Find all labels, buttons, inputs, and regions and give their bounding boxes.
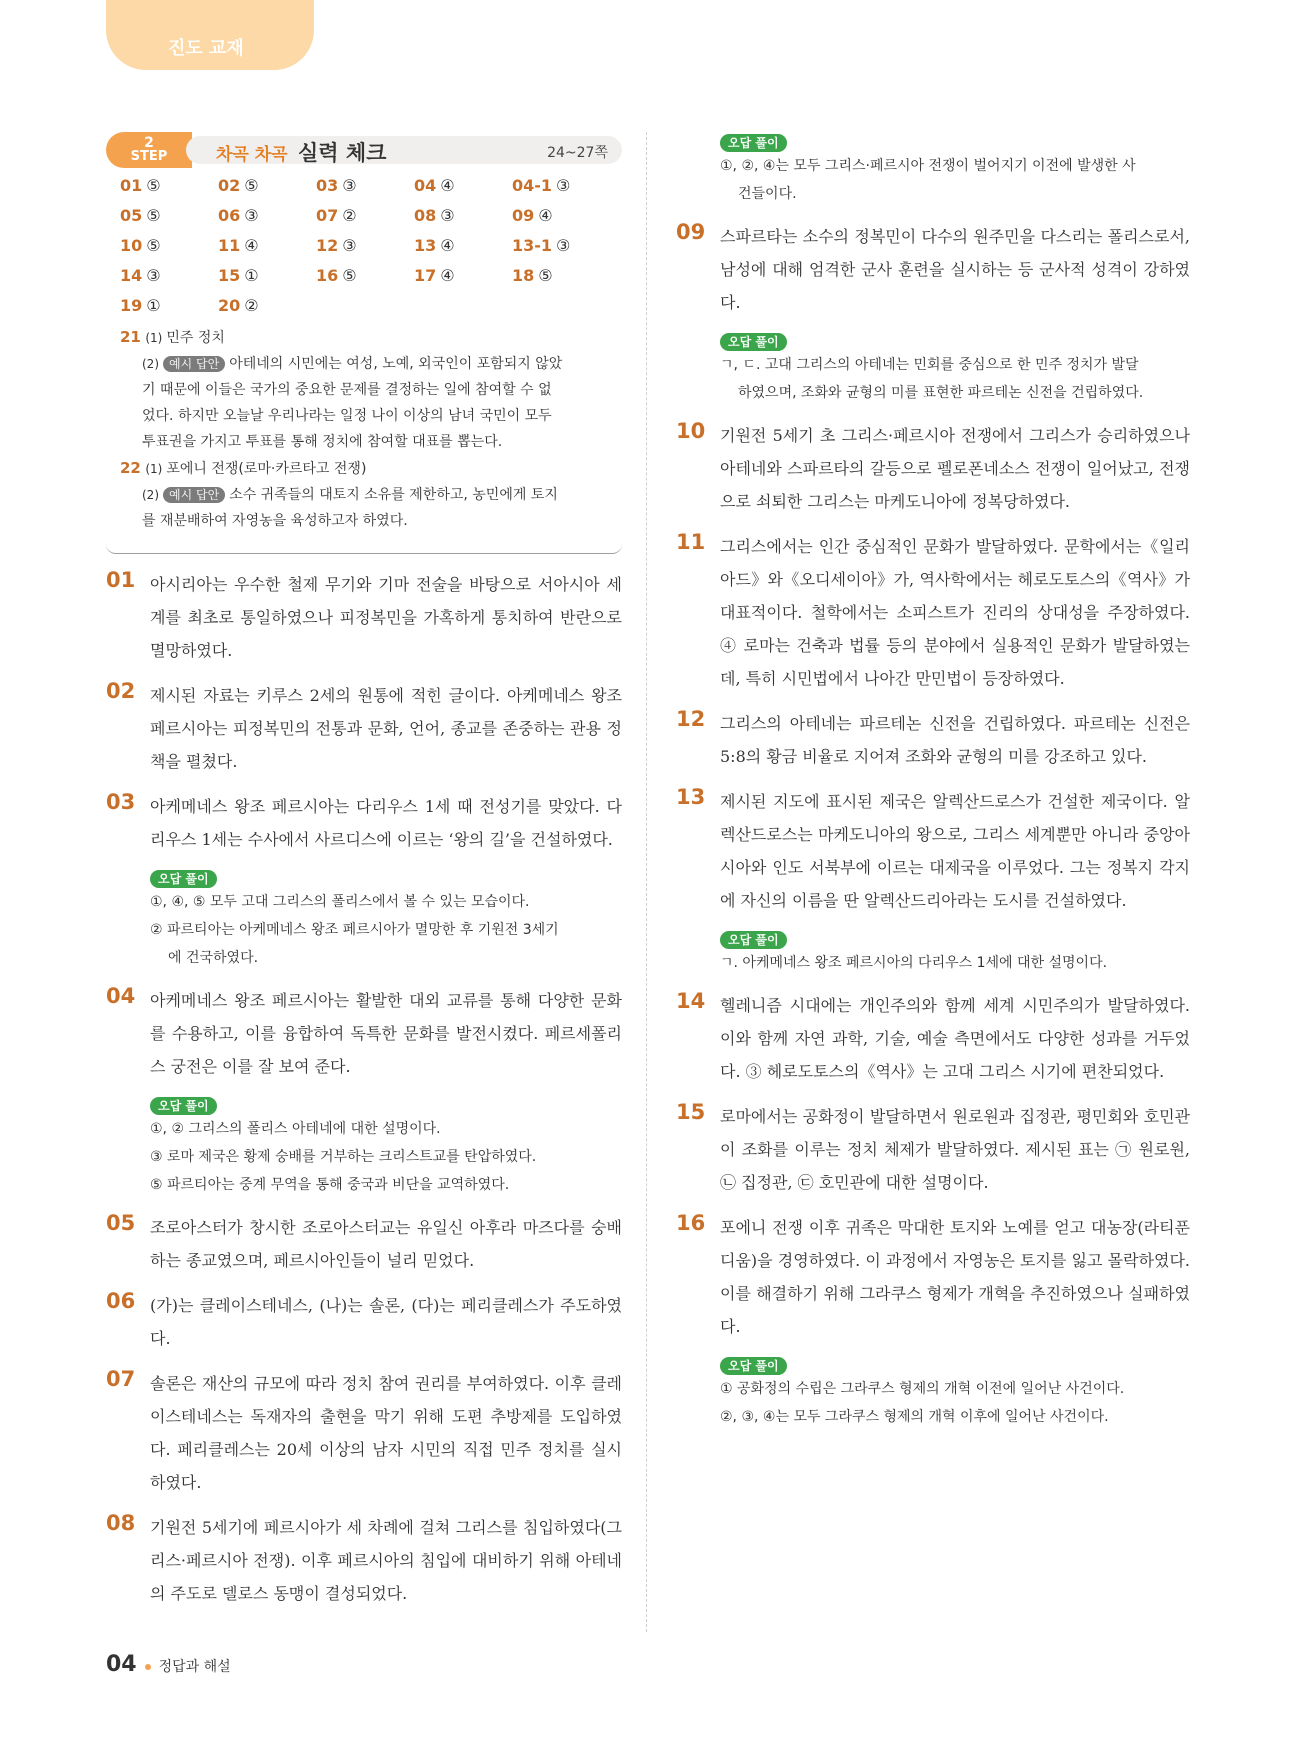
- step-title-bar: [186, 136, 622, 164]
- page-footer: [106, 1652, 231, 1677]
- answer-value: ④: [440, 236, 455, 255]
- question-number: 13: [676, 785, 706, 809]
- wrong-answer-line: ①, ④, ⑤ 모두 고대 그리스의 폴리스에서 볼 수 있는 모습이다.: [150, 894, 530, 910]
- footer-label: 정답과 해설: [158, 1659, 231, 1675]
- wrong-answer-tag: 오답 풀이: [150, 870, 217, 888]
- answer-value: ④: [538, 206, 553, 225]
- answer-number: 04-1: [512, 176, 553, 195]
- explanation-text: 아시리아는 우수한 철제 무기와 기마 전술을 바탕으로 서아시아 세계를 최초로 통일하였으나 피정복민을 가혹하게 통치하여 반란으로 멸망하였다.: [150, 575, 622, 660]
- right-column: [676, 132, 1190, 1443]
- question-number: 04: [106, 984, 136, 1008]
- answer-item: [218, 206, 316, 230]
- answer-value: ⑤: [538, 266, 553, 285]
- essay-q21-number: 21: [120, 328, 141, 346]
- essay-q21-p2-num: (2): [142, 357, 159, 371]
- explanation-14: [676, 989, 1190, 1088]
- essay-q21-p1-num: (1): [145, 331, 163, 345]
- explanation-07: [106, 1367, 622, 1499]
- explanation-11: [676, 530, 1190, 695]
- question-number: 01: [106, 568, 136, 592]
- wrong-answer-line: ①, ② 그리스의 폴리스 아테네에 대한 설명이다.: [150, 1121, 441, 1137]
- answer-value: ③: [342, 176, 357, 195]
- answer-number: 18: [512, 266, 535, 285]
- answer-value: ①: [146, 296, 161, 315]
- wrong-answer-tag: 오답 풀이: [720, 134, 787, 152]
- wrong-answer-line: ①, ②, ④는 모두 그리스·페르시아 전쟁이 벌어지기 이전에 발생한 사: [720, 158, 1136, 174]
- essay-q21-p1: 민주 정치: [166, 330, 225, 346]
- answer-number: 11: [218, 236, 241, 255]
- essay-q22: [120, 455, 622, 482]
- essay-answers: [106, 324, 622, 534]
- essay-q21-line: 투표권을 가지고 투표를 통해 정치에 참여할 대표를 뽑는다.: [142, 434, 503, 450]
- answer-value: ④: [440, 176, 455, 195]
- answer-item: [414, 266, 512, 290]
- answer-item: [512, 176, 610, 200]
- answer-number: 07: [316, 206, 339, 225]
- answer-item: [512, 206, 610, 230]
- wrong-answer-line: ③ 로마 제국은 황제 숭배를 거부하는 크리스트교를 탄압하였다.: [150, 1149, 537, 1165]
- left-column: [106, 132, 622, 1622]
- essay-q22-p2-num: (2): [142, 488, 159, 502]
- answer-value: ⑤: [342, 266, 357, 285]
- step-header: [106, 132, 622, 168]
- step-title-big: 실력 체크: [298, 141, 387, 165]
- wrong-answer-08: [720, 132, 1190, 208]
- question-number: 06: [106, 1289, 136, 1313]
- essay-q22-p1: 포에니 전쟁(로마·카르타고 전쟁): [166, 461, 367, 477]
- question-number: 11: [676, 530, 706, 554]
- question-number: 16: [676, 1211, 706, 1235]
- answer-value: ⑤: [146, 236, 161, 255]
- header-tab: [106, 0, 314, 70]
- answer-number: 19: [120, 296, 143, 315]
- explanation-text: 아케메네스 왕조 페르시아는 다리우스 1세 때 전성기를 맞았다. 다리우스 1세는 수사에서 사르디스에 이르는 ‘왕의 길’을 건설하였다.: [150, 797, 622, 849]
- answer-value: ④: [244, 236, 259, 255]
- answer-item: [120, 176, 218, 200]
- answer-number: 14: [120, 266, 143, 285]
- essay-q21-line: 기 때문에 이들은 국가의 중요한 문제를 결정하는 일에 참여할 수 없: [142, 382, 552, 398]
- answer-value: ⑤: [146, 206, 161, 225]
- wrong-answer-line: ㄱ, ㄷ. 고대 그리스의 아테네는 민회를 중심으로 한 민주 정치가 발달: [720, 357, 1139, 373]
- answer-value: ④: [440, 266, 455, 285]
- question-number: 02: [106, 679, 136, 703]
- wrong-answer-tag: 오답 풀이: [720, 1357, 787, 1375]
- explanation-10: [676, 419, 1190, 518]
- answer-number: 02: [218, 176, 241, 195]
- essay-q21: [120, 324, 622, 351]
- explanation-text: 기원전 5세기에 페르시아가 세 차례에 걸쳐 그리스를 침입하였다(그리스·페르시아 전쟁). 이후 페르시아의 침입에 대비하기 위해 아테네의 주도로 델로스 동맹이 결성되었다.: [150, 1518, 622, 1603]
- answer-value: ③: [146, 266, 161, 285]
- essay-q22-line: 를 재분배하여 자영농을 육성하고자 하였다.: [142, 513, 408, 529]
- answer-item: [120, 206, 218, 230]
- answer-number: 04: [414, 176, 437, 195]
- answer-item: [512, 236, 610, 260]
- answer-number: 03: [316, 176, 339, 195]
- wrong-answer-line: ②, ③, ④는 모두 그라쿠스 형제의 개혁 이후에 일어난 사건이다.: [720, 1409, 1109, 1425]
- explanation-01: [106, 568, 622, 667]
- answer-value: ③: [556, 236, 571, 255]
- explanation-text: 그리스에서는 인간 중심적인 문화가 발달하였다. 문학에서는《일리아드》와《오디세이아》가, 역사학에서는 헤로도토스의《역사》가 대표적이다. 철학에서는 소피스트가 진리의 상대성을 주장하였다. ④ 로마는 건축과 법률 등의 분야에서 실용적인 문화가 발달하였는데, 특히 시민법에서 나아간 만민법이 등장하였다.: [720, 537, 1190, 688]
- answer-number: 01: [120, 176, 143, 195]
- bullet-dot-icon: [145, 1664, 151, 1670]
- answer-item: [316, 266, 414, 290]
- answer-number: 08: [414, 206, 437, 225]
- step-pages: 24~27쪽: [547, 145, 608, 161]
- question-number: 05: [106, 1211, 136, 1235]
- answer-number: 05: [120, 206, 143, 225]
- answer-number: 13: [414, 236, 437, 255]
- question-number: 08: [106, 1511, 136, 1535]
- answer-item: [218, 266, 316, 290]
- wrong-answer-line: ② 파르티아는 아케메네스 왕조 페르시아가 멸망한 후 기원전 3세기: [150, 922, 559, 938]
- step-number: 2: [144, 135, 154, 151]
- essay-q22-line: 소수 귀족들의 대토지 소유를 제한하고, 농민에게 토지: [229, 487, 558, 503]
- answer-item: [414, 176, 512, 200]
- question-number: 14: [676, 989, 706, 1013]
- explanation-16: [676, 1211, 1190, 1343]
- example-answer-tag: 예시 답안: [163, 487, 225, 503]
- step-badge: [106, 132, 192, 168]
- answer-number: 09: [512, 206, 535, 225]
- question-number: 15: [676, 1100, 706, 1124]
- wrong-answer-line: 하였으며, 조화와 균형의 미를 표현한 파르테논 신전을 건립하였다.: [738, 385, 1144, 401]
- answer-value: ⑤: [244, 176, 259, 195]
- answer-grid: [106, 176, 622, 320]
- answer-number: 13-1: [512, 236, 553, 255]
- answer-value: ③: [556, 176, 571, 195]
- essay-q22-p2: [120, 482, 622, 508]
- wrong-answer-line: ⑤ 파르티아는 중계 무역을 통해 중국과 비단을 교역하였다.: [150, 1177, 510, 1193]
- explanation-15: [676, 1100, 1190, 1199]
- explanation-text: 로마에서는 공화정이 발달하면서 원로원과 집정관, 평민회와 호민관이 조화를 이루는 정치 체제가 발달하였다. 제시된 표는 ㉠ 원로원, ㉡ 집정관, ㉢ 호민관에 대한 설명이다.: [720, 1107, 1190, 1192]
- question-number: 12: [676, 707, 706, 731]
- explanation-text: 스파르타는 소수의 정복민이 다수의 원주민을 다스리는 폴리스로서, 남성에 대해 엄격한 군사 훈련을 실시하는 등 군사적 성격이 강하였다.: [720, 227, 1190, 312]
- essay-q22-number: 22: [120, 459, 141, 477]
- wrong-answer-tag: 오답 풀이: [150, 1097, 217, 1115]
- header-tab-label: 진도 교재: [168, 38, 244, 59]
- explanation-text: 솔론은 재산의 규모에 따라 정치 참여 권리를 부여하였다. 이후 클레이스테네스는 독재자의 출현을 막기 위해 도편 추방제를 도입하였다. 페리클레스는 20세 이상의 남자 시민의 직접 민주 정치를 실시하였다.: [150, 1374, 622, 1492]
- wrong-answer-line: ㄱ. 아케메네스 왕조 페르시아의 다리우스 1세에 대한 설명이다.: [720, 955, 1108, 971]
- explanation-02: [106, 679, 622, 778]
- answer-value: ②: [342, 206, 357, 225]
- explanation-08: [106, 1511, 622, 1610]
- wrong-answer-line: 건들이다.: [738, 186, 797, 202]
- explanation-text: 포에니 전쟁 이후 귀족은 막대한 토지와 노예를 얻고 대농장(라티푼디움)을 경영하였다. 이 과정에서 자영농은 토지를 잃고 몰락하였다. 이를 해결하기 위해 그라쿠스 형제가 개혁을 추진하였으나 실패하였다.: [720, 1218, 1190, 1336]
- wrong-answer-line: ① 공화정의 수립은 그라쿠스 형제의 개혁 이전에 일어난 사건이다.: [720, 1381, 1125, 1397]
- explanation-text: 제시된 지도에 표시된 제국은 알렉산드로스가 건설한 제국이다. 알렉산드로스는 마케도니아의 왕으로, 그리스 세계뿐만 아니라 중앙아시아와 인도 서북부에 이르는 대제국을 이루었다. 그는 정복지 각지에 자신의 이름을 딴 알렉산드리아라는 도시를 건설하였다.: [720, 792, 1190, 910]
- answer-item: [414, 206, 512, 230]
- essay-q21-p2: [120, 351, 622, 377]
- answer-value: ③: [342, 236, 357, 255]
- column-divider: [646, 132, 647, 1632]
- explanation-text: 제시된 자료는 키루스 2세의 원통에 적힌 글이다. 아케메네스 왕조 페르시아는 피정복민의 전통과 문화, 언어, 종교를 존중하는 관용 정책을 펼쳤다.: [150, 686, 622, 771]
- explanation-03: [106, 790, 622, 856]
- explanation-text: 그리스의 아테네는 파르테논 신전을 건립하였다. 파르테논 신전은 5:8의 황금 비율로 지어져 조화와 균형의 미를 강조하고 있다.: [720, 714, 1190, 766]
- answer-value: ③: [244, 206, 259, 225]
- explanation-12: [676, 707, 1190, 773]
- explanation-13: [676, 785, 1190, 917]
- answer-value: ②: [244, 296, 259, 315]
- answer-item: [414, 236, 512, 260]
- question-number: 09: [676, 220, 706, 244]
- example-answer-tag: 예시 답안: [163, 356, 225, 372]
- answer-number: 20: [218, 296, 241, 315]
- wrong-answer-03: [150, 868, 622, 972]
- wrong-answer-13: [720, 929, 1190, 977]
- essay-q21-line: 었다. 하지만 오늘날 우리나라는 일정 나이 이상의 남녀 국민이 모두: [142, 408, 552, 424]
- explanation-text: 기원전 5세기 초 그리스·페르시아 전쟁에서 그리스가 승리하였으나 아테네와 스파르타의 갈등으로 펠로폰네소스 전쟁이 일어났고, 전쟁으로 쇠퇴한 그리스는 마케도니아에 정복당하였다.: [720, 426, 1190, 511]
- explanation-text: 헬레니즘 시대에는 개인주의와 함께 세계 시민주의가 발달하였다. 이와 함께 자연 과학, 기술, 예술 측면에서도 다양한 성과를 거두었다. ③ 헤로도토스의《역사》는 고대 그리스 시기에 편찬되었다.: [720, 996, 1190, 1081]
- answer-number: 15: [218, 266, 241, 285]
- answer-number: 12: [316, 236, 339, 255]
- explanation-05: [106, 1211, 622, 1277]
- answer-item: [120, 266, 218, 290]
- answer-item: [120, 236, 218, 260]
- question-number: 03: [106, 790, 136, 814]
- wrong-answer-line: 에 건국하였다.: [168, 950, 259, 966]
- essay-q22-p1-num: (1): [145, 462, 163, 476]
- answer-item: [218, 176, 316, 200]
- explanation-text: 조로아스터가 창시한 조로아스터교는 유일신 아후라 마즈다를 숭배하는 종교였으며, 페르시아인들이 널리 믿었다.: [150, 1218, 622, 1270]
- wrong-answer-tag: 오답 풀이: [720, 333, 787, 351]
- answer-item: [120, 296, 218, 320]
- wrong-answer-tag: 오답 풀이: [720, 931, 787, 949]
- wrong-answer-04: [150, 1095, 622, 1199]
- explanation-06: [106, 1289, 622, 1355]
- answer-item: [218, 236, 316, 260]
- essay-q21-line: 아테네의 시민에는 여성, 노예, 외국인이 포함되지 않았: [229, 356, 563, 372]
- explanation-04: [106, 984, 622, 1083]
- step-title-small: 차곡 차곡: [216, 145, 288, 165]
- question-number: 07: [106, 1367, 136, 1391]
- answer-number: 10: [120, 236, 143, 255]
- essay-box-bottom: [106, 534, 622, 554]
- answer-value: ③: [440, 206, 455, 225]
- question-number: 10: [676, 419, 706, 443]
- answer-value: ⑤: [146, 176, 161, 195]
- answer-item: [512, 266, 610, 290]
- answer-number: 06: [218, 206, 241, 225]
- wrong-answer-16: [720, 1355, 1190, 1431]
- answer-item: [316, 236, 414, 260]
- explanation-text: (가)는 클레이스테네스, (나)는 솔론, (다)는 페리클레스가 주도하였다.: [150, 1296, 622, 1348]
- answer-value: ①: [244, 266, 259, 285]
- step-label: STEP: [130, 149, 168, 164]
- wrong-answer-09: [720, 331, 1190, 407]
- answer-item: [218, 296, 316, 320]
- answer-number: 17: [414, 266, 437, 285]
- explanation-text: 아케메네스 왕조 페르시아는 활발한 대외 교류를 통해 다양한 문화를 수용하고, 이를 융합하여 독특한 문화를 발전시켰다. 페르세폴리스 궁전은 이를 잘 보여 준다.: [150, 991, 622, 1076]
- answer-item: [316, 176, 414, 200]
- answer-number: 16: [316, 266, 339, 285]
- answer-item: [316, 206, 414, 230]
- explanation-09: [676, 220, 1190, 319]
- page-number: 04: [106, 1652, 137, 1677]
